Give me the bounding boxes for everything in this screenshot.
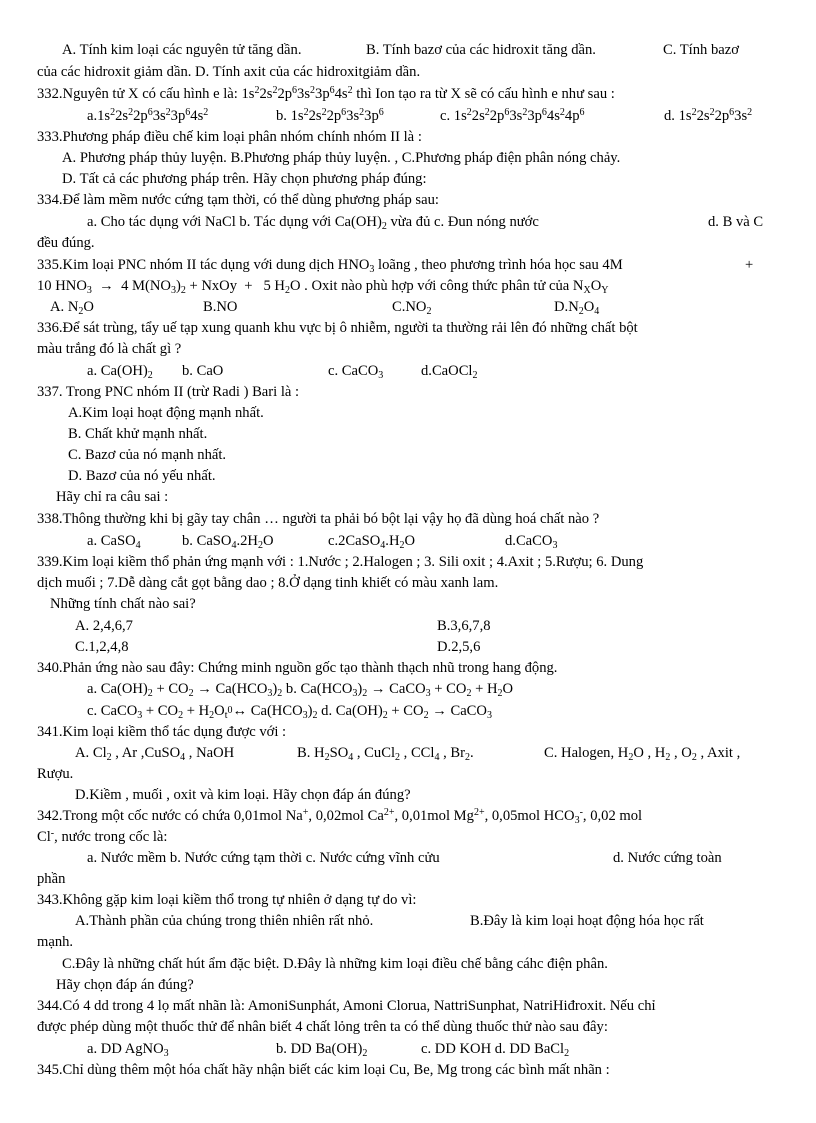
text-segment: mạnh. (37, 934, 74, 950)
text-segment: $a.1s^22s^22p^63s^23p^64s^2$ (87, 107, 209, 124)
text-segment: a. DD AgNO$_3$ (87, 1041, 169, 1059)
text-segment: A. $Cl_2$ , Ar ,CuSO$_4$ , NaOH (75, 745, 235, 763)
text-segment: Hãy chọn đáp án đúng? (56, 977, 194, 993)
text-segment: d.CaOCl$_2$ (421, 363, 478, 381)
text-segment: A. $N_2O$ (50, 299, 94, 317)
text-segment: D. Tất cả các phương pháp trên. Hãy chọn phương pháp đúng: (62, 171, 427, 187)
text-segment: C.Đây là những chất hút ẩm đặc biệt. D.Đây là những kim loại điều chế bằng cáhc điện phân. (62, 956, 608, 972)
text-segment: 343.Không gặp kim loại kiềm thổ trong tự nhiên ở dạng tự do vì: (37, 892, 417, 908)
text-segment: d. $1s^22s^22p^63s^2$ (664, 107, 753, 124)
text-segment: D.2,5,6 (437, 639, 481, 655)
text-segment: c. DD KOH d. DD BaCl$_2$ (421, 1041, 570, 1059)
text-segment: d.CaCO$_3$ (505, 533, 558, 551)
text-segment: 334.Để làm mềm nước cứng tạm thời, có thể dùng phương pháp sau: (37, 192, 439, 208)
text-segment: 339.Kim loại kiềm thổ phản ứng mạnh với : 1.Nước ; 2.Halogen ; 3. Sili oxit ; 4.Axit ; 5.Rượu; 6. Dung (37, 554, 644, 570)
text-segment: a. $Ca(OH)_2 + CO_2 \to Ca(HCO_3)_2$ b. $Ca(HCO_3)_2$ → CaCO$_3$ + $CO_2 + H_2O$ (87, 681, 514, 699)
text-segment: d. B và C (708, 214, 764, 230)
text-segment: b. $CaSO_4.2H_2O$ (182, 533, 274, 551)
text-segment: 337. Trong PNC nhóm II (trừ Radi ) Bari là : (37, 384, 300, 400)
text-segment: 338.Thông thường khi bị gãy tay chân … người ta phải bó bột lại vậy họ đã dùng hoá chất nào ? (37, 511, 600, 527)
text-segment: đều đúng. (37, 235, 95, 251)
text-segment: B.3,6,7,8 (437, 618, 491, 634)
text-segment: Những tính chất nào sai? (50, 596, 196, 612)
text-segment: a. Cho tác dụng với NaCl b. Tác dụng với $Ca(OH)_2$ vừa đủ c. Đun nóng nước (87, 214, 539, 232)
text-segment: b. $1s^22s^22p^63s^23p^6$ (276, 107, 384, 124)
text-segment: 344.Có 4 dd trong 4 lọ mất nhãn là: AmoniSunphát, Amoni Clorua, NattriSunphat, NatriHiđroxit. Nếu chỉ (37, 998, 656, 1014)
text-segment: Hãy chỉ ra câu sai : (56, 489, 169, 505)
text-segment: a. Nước mềm b. Nước cứng tạm thời c. Nước cứng vĩnh cửu (87, 850, 440, 866)
text-segment: + (745, 257, 754, 273)
text-segment: b. CaO (182, 363, 224, 379)
text-segment: phần (37, 871, 66, 887)
text-segment: 340.Phản ứng nào sau đây: Chứng minh nguồn gốc tạo thành thạch nhũ trong hang động. (37, 660, 558, 676)
text-segment: B.Đây là kim loại hoạt động hóa học rất (470, 913, 704, 929)
text-segment: c. CaCO$_3$ + $CO_2$ + $H_2O_{t^0}\leftrightarrow$ $Ca(HCO_3)_2$ d. $Ca(OH)_2 + CO_2$ → CaCO$_3$ (87, 703, 492, 721)
text-segment: C.1,2,4,8 (75, 639, 129, 655)
text-segment: Rượu. (37, 766, 74, 782)
text-segment: A. 2,4,6,7 (75, 618, 133, 634)
text-segment: 332.Nguyên tử X có cấu hình e là: $1s^22s^22p^63s^23p^64s^2$ thì Ion tạo ra từ X sẽ có cấu hình e như sau : (37, 85, 615, 102)
text-segment: B. $H_2SO_4$ , CuCl$_2$ , CCl$_4$ , $Br_2$. (297, 745, 474, 763)
text-segment: dịch muối ; 7.Dễ dàng cắt gọt bằng dao ; 8.Ở dạng tinh khiết có màu xanh lam. (37, 575, 499, 591)
text-segment: B.NO (203, 299, 238, 315)
text-segment: 336.Để sát trùng, tẩy uế tạp xung quanh khu vực bị ô nhiễm, người ta thường rải lên đó những chất bột (37, 320, 638, 336)
text-segment: C. Bazơ của nó mạnh nhất. (68, 447, 227, 463)
text-segment: của các hidroxit giảm dần. D. Tính axit của các hidroxitgiảm dần. (37, 64, 421, 80)
text-segment: $D.N_2O_4$ (554, 299, 600, 317)
text-segment: C. Tính bazơ (663, 42, 739, 58)
text-segment: c. CaCO$_3$ (328, 363, 384, 381)
text-segment: b. DD $Ba(OH)_2$ (276, 1041, 368, 1059)
text-segment: c. $1s^22s^22p^63s^23p^64s^24p^6$ (440, 107, 585, 124)
text-segment: D. Bazơ của nó yếu nhất. (68, 468, 216, 484)
text-segment: B. Chất khử mạnh nhất. (68, 426, 208, 442)
text-segment: 10 $HNO_3 \to 4$ $M(NO_3)_2$ + NxOy + 5 $H_2O$ . Oxit nào phù hợp với công thức phân tử của $N_XO_Y$ (37, 278, 609, 296)
text-segment: A.Thành phần của chúng trong thiên nhiên rất nhỏ. (75, 913, 374, 929)
text-segment: 335.Kim loại PNC nhóm II tác dụng với dung dịch $HNO_3$ loãng , theo phương trình hóa học sau 4M (37, 257, 623, 275)
text-segment: a. $Ca(OH)_2$ (87, 363, 153, 381)
text-segment: d. Nước cứng toàn (613, 850, 722, 866)
text-segment: B. Tính bazơ của các hidroxit tăng dần. (366, 42, 596, 58)
text-segment: được phép dùng một thuốc thử để nhân biết 4 chất lỏng trên ta có thể dùng thuốc thử nào sau đây: (37, 1019, 608, 1035)
text-segment: 345.Chỉ dùng thêm một hóa chất hãy nhận biết các kim loại Cu, Be, Mg trong các bình mất nhãn : (37, 1062, 610, 1078)
text-segment: D.Kiềm , muối , oxit và kim loại. Hãy chọn đáp án đúng? (75, 787, 411, 803)
text-segment: màu trắng đó là chất gì ? (37, 341, 182, 357)
text-segment: Cl-, nước trong cốc là: (37, 828, 168, 845)
text-segment: a. CaSO$_4$ (87, 533, 141, 551)
text-segment: A.Kim loại hoạt động mạnh nhất. (68, 405, 264, 421)
text-segment: A. Phương pháp thủy luyện. B.Phương pháp thủy luyện. , C.Phương pháp điện phân nóng chảy. (62, 150, 621, 166)
text-segment: C. Halogen, $H_2O$ , $H_2$ , $O_2$ , Axit , (544, 745, 741, 763)
text-segment: 341.Kim loại kiềm thổ tác dụng được với : (37, 724, 287, 740)
text-segment: $C.NO_2$ (392, 299, 432, 317)
text-segment: 333.Phương pháp điều chế kim loại phân nhóm chính nhóm II là : (37, 129, 422, 145)
text-segment: $c.2CaSO_4.H_2O$ (328, 533, 416, 551)
text-segment: 342.Trong một cốc nước có chứa 0,01mol Na+, 0,02mol $Ca^{2+}$, 0,01mol $Mg^{2+}$, 0,05mol $HCO_3^-$, 0,02 mol (37, 807, 643, 826)
text-segment: A. Tính kim loại các nguyên tử tăng dần. (62, 42, 302, 58)
